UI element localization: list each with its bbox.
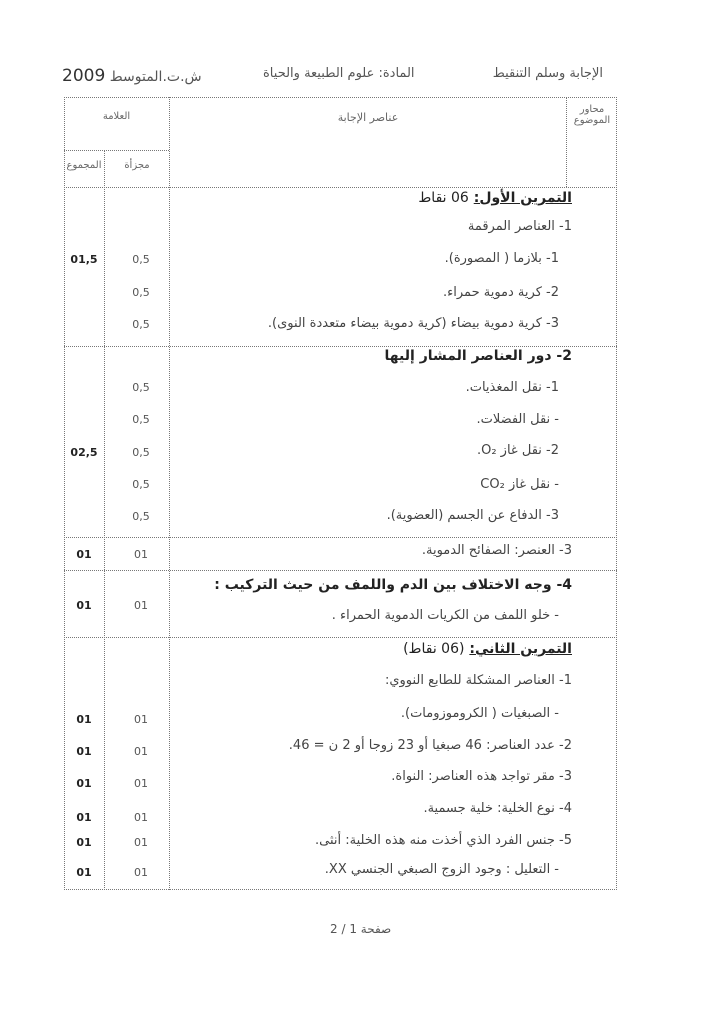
col-divider	[169, 97, 170, 890]
ex1-q1-partial: 0,5	[132, 253, 150, 266]
ex2-title: التمرين الثاني:	[469, 641, 572, 657]
col-answers: عناصر الإجابة	[337, 111, 399, 124]
ex1-q1-total: 01,5	[70, 253, 98, 266]
row-divider	[64, 187, 617, 188]
ex1-q4-partial: 01	[134, 599, 148, 612]
ex1-points: 06 نقاط	[418, 190, 469, 206]
ex2-partial: 01	[134, 713, 148, 726]
col-axes: محاور الموضوع	[573, 104, 611, 126]
ex1-q2-total: 02,5	[70, 446, 98, 459]
ex1-q2-item: 2- نقل غاز O₂.	[476, 443, 559, 458]
ex2-q5: 5- جنس الفرد الذي أخذت منه هذه الخلية: أنثى.	[315, 833, 572, 848]
ex2-partial: 01	[134, 811, 148, 824]
ex1-q2-partial: 0,5	[132, 510, 150, 523]
ex1-q4-total: 01	[76, 599, 92, 612]
ex2-total: 01	[76, 866, 92, 879]
row-divider	[64, 570, 617, 571]
ex2-q4: 4- نوع الخلية: خلية جسمية.	[423, 801, 572, 816]
ex2-q2: 2- عدد العناصر: 46 صبغيا أو 23 زوجا أو 2 ن = 46.	[288, 738, 572, 753]
col-grade: العلامة	[102, 111, 131, 122]
ex1-q2-partial: 0,5	[132, 413, 150, 426]
ex2-q3: 3- مقر تواجد هذه العناصر: النواة.	[391, 769, 572, 784]
ex1-q4-item: - خلو اللمف من الكريات الدموية الحمراء .	[331, 608, 559, 623]
header-exam	[62, 66, 202, 86]
header-year: 2009	[62, 66, 106, 86]
ex1-q2-partial: 0,5	[132, 381, 150, 394]
ex1-q1-title: 1- العناصر المرقمة	[467, 219, 572, 234]
row-divider	[64, 346, 617, 347]
ex1-q1-item: 1- بلازما ( المصورة).	[444, 251, 559, 266]
row-divider	[64, 637, 617, 638]
col-partial: مجزأة	[124, 160, 150, 171]
header-exam-name: ش.ت.المتوسط	[109, 69, 202, 85]
ex1-q3-partial: 01	[134, 548, 148, 561]
col-divider	[104, 150, 105, 890]
ex2-partial: 01	[134, 866, 148, 879]
ex1-q2-item: - نقل الفضلات.	[476, 412, 559, 427]
ex1-q1-partial: 0,5	[132, 318, 150, 331]
ex2-q1-title: 1- العناصر المشكلة للطابع النووي:	[384, 673, 572, 688]
ex1-q2-title: 2- دور العناصر المشار إليها	[384, 348, 572, 364]
ex1-q2-item: 3- الدفاع عن الجسم (العضوية).	[386, 508, 559, 523]
ex1-q1-item: 3- كرية دموية بيضاء (كرية دموية بيضاء متعددة النوى).	[267, 316, 559, 331]
ex2-total: 01	[76, 836, 92, 849]
ex1-q3-total: 01	[76, 548, 92, 561]
ex2-partial: 01	[134, 777, 148, 790]
row-divider	[64, 150, 169, 151]
ex1-q2-partial: 0,5	[132, 478, 150, 491]
ex2-total: 01	[76, 777, 92, 790]
ex2-total: 01	[76, 745, 92, 758]
ex2-q1-item: - الصبغيات ( الكروموزومات).	[400, 706, 559, 721]
ex1-q2-partial: 0,5	[132, 446, 150, 459]
page-number: صفحة 1 / 2	[330, 922, 392, 936]
col-total: المجموع	[66, 160, 102, 171]
ex1-q1-partial: 0,5	[132, 286, 150, 299]
row-divider	[64, 537, 617, 538]
ex2-partial: 01	[134, 836, 148, 849]
ex1-q3: 3- العنصر: الصفائح الدموية.	[421, 543, 572, 558]
ex1-q1-item: 2- كرية دموية حمراء.	[443, 285, 559, 300]
ex1-q2-item: - نقل غاز CO₂	[480, 477, 559, 492]
ex2-heading	[403, 641, 572, 657]
ex2-q5-justification: - التعليل : وجود الزوج الصبغي الجنسي XX.	[324, 862, 559, 877]
ex1-q2-item: 1- نقل المغذيات.	[465, 380, 559, 395]
ex1-heading	[418, 190, 572, 206]
header-subject: المادة: علوم الطبيعة والحياة	[263, 66, 415, 81]
ex2-total: 01	[76, 713, 92, 726]
ex1-title: التمرين الأول:	[473, 190, 572, 206]
ex1-q4-title: 4- وجه الاختلاف بين الدم واللمف من حيث التركيب :	[214, 577, 572, 593]
ex2-total: 01	[76, 811, 92, 824]
header-answer-key: الإجابة وسلم التنقيط	[492, 66, 603, 81]
ex2-partial: 01	[134, 745, 148, 758]
ex2-points: (06 نقاط)	[403, 641, 465, 657]
col-divider	[566, 97, 567, 187]
